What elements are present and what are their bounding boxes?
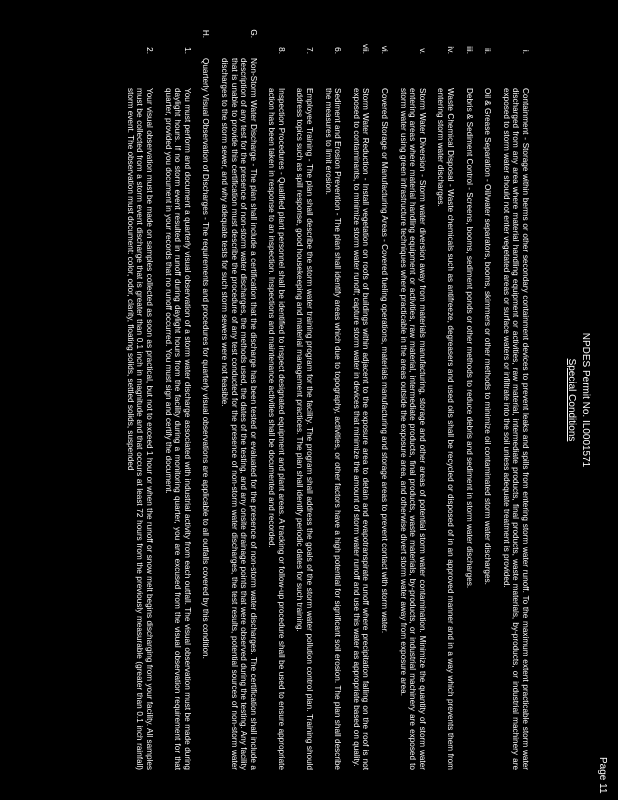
list-item <box>398 28 427 770</box>
list-item <box>125 28 154 770</box>
list-item <box>267 28 286 770</box>
list-item-text: Employee Training - The plan shall describe the storm water training program for the facility. The program shall address the goals of the storm water pollution control plan. Training should address topics such as spill response, good housekeeping and material management practices. The plan shall identify periodic dates for such training. <box>295 88 315 770</box>
list-item-label: 7. <box>305 47 315 54</box>
list-item-label: 2. <box>144 47 154 54</box>
list-item-label: 1. <box>182 47 192 54</box>
list-item-text: You must perform and document a quarterly visual observation of a storm water discharge associated with industrial activity from each outfall. The visual observation must be made during daylight hours. If no storm event resulted in runoff during daylight hours from the facility during a monitoring quarter, you are excused from the visual observation requirement for that quarter, provided you document in your records that no runoff occurred. You must sign and certify the document. <box>163 88 192 770</box>
list-item-label: 8. <box>276 47 286 54</box>
list-item-text: Non-Storm Water Discharge - The plan shall include a certification that the discharge has been tested or evaluated for the presence of non-storm water discharges. The certification shall include a description of any test for the presence of non-storm water discharges, the methods used, the dates of the testing, and any onsite drainage points that were observed during the testing. Any facility that is unable to provide this certification must describe the procedure of any test conducted for the presence of non-storm water discharges, the test results, potential sources of non-storm water discharges to the storm sewer, and why adequate tests for such storm sewers were not feasible. <box>219 58 258 770</box>
list-item-text: Oil & Grease Separation - Oil/water separators, booms, skimmers or other methods to minimize oil contaminated storm water discharges. <box>483 88 493 585</box>
list-item-text: Storm Water Reduction - Install vegetation on roofs of buildings within adjacent to the exposure area to detain and evapotranspirate runoff where precipitation falling on the roof is not exposed to contaminants, to minimize storm water runoff; capture storm water in devices that minimize the amount of storm water runoff and use this water as appropriate based on quality. <box>351 88 371 770</box>
list-item <box>483 28 493 770</box>
list-item <box>323 28 342 770</box>
list-item-text: Containment - Storage within berms or other secondary containment devices to prevent leaks and spills from entering storm water runoff. To the maximum extent practicable storm water discharged from any area where material handling equipment or activities, raw material, intermediate products, final products, waste materials, by-products, or industrial machinery are exposed to storm water should not enter vegetated areas or surface waters or infiltrate into the soil unless adequate treatment is provided. <box>501 88 530 770</box>
list-item-label: G. <box>248 29 258 38</box>
list-item <box>464 28 474 770</box>
list-item <box>501 28 530 770</box>
list-item-text: Your visual observation must be made on samples collected as soon as practical, but not to exceed 1 hour or when the runoff or snow melt begins discharging from your facility. All samples must be collected from a storm event discharge that is greater than 0.1 inch in magnitude and that occurs at least 72 hours from the previously measurable (greater than 0.1 inch rainfall) storm event. The observation must document: color, odor, clarity, floating solids, settled solids, suspended <box>125 88 154 770</box>
list-item-text: Debris & Sediment Control - Screens, booms, sediment ponds or other methods to reduce debris and sediment in storm water discharges. <box>464 88 474 589</box>
list-item <box>201 28 211 770</box>
page-number: Page 11 <box>597 757 608 794</box>
list-item-label: vii. <box>361 43 371 54</box>
list-item <box>351 28 370 770</box>
list-item-label: vi. <box>380 45 390 54</box>
list-item-label: iv. <box>446 46 456 54</box>
list-item-label: v. <box>417 48 427 54</box>
list-item-text: Quarterly Visual Observation of Discharges - The requirements and procedures for quarterly visual observations are applicable to all outfalls covered by this condition. <box>201 58 211 659</box>
list-item-label: i. <box>521 49 530 54</box>
list-item-text: Storm Water Diversion - Storm water diversion away from materials manufacturing, storage and other areas of potential storm water contamination. Minimize the quantity of storm water entering areas where material handling equipment or activities, raw material, intermediate products, final products, waste materials, by-products, or industrial machinery are exposed to storm water using green infrastructure techniques where practicable in the areas outside the exposure area, and otherwise divert storm water away from exposure area. <box>398 88 427 770</box>
list-item <box>295 28 314 770</box>
list-item-text: Inspection Procedures - Qualified plant personnel shall be identified to inspect designated equipment and plant areas. A tracking or follow-up procedure shall be used to ensure appropriate action has been taken in response to an inspection. Inspections and maintenance activities shall be documented and recorded. <box>267 88 286 770</box>
list-item-label: ii. <box>483 48 493 54</box>
list-item-label: 6. <box>333 47 343 54</box>
list-item-label: H. <box>201 29 211 38</box>
list-item <box>379 28 389 770</box>
list-item-label: iii. <box>464 46 474 54</box>
section-subtitle: Special Conditions <box>566 358 577 442</box>
list-item <box>219 28 257 770</box>
list-item-text: Sediment and Erosion Prevention - The plan shall identify areas which due to topography, activities, or other factors have a high potential for significant soil erosion. The plan shall describe the measures to limit erosion. <box>323 88 343 770</box>
list-item <box>163 28 192 770</box>
list-item-text: Waste Chemical Disposal - Waste chemicals such as antifreeze, degreasers and used oils shall be recycled or disposed of in an approved manner and in a way which prevents them from entering storm water discharges. <box>436 88 456 770</box>
permit-title: NPDES Permit No. IL0001571 <box>580 332 591 468</box>
list-item <box>436 28 455 770</box>
document-body <box>116 28 530 770</box>
list-item-text: Covered Storage or Manufacturing Areas - Covered fueling operations, materials manufacturing and storage areas to prevent contact with storm water. <box>380 88 390 634</box>
